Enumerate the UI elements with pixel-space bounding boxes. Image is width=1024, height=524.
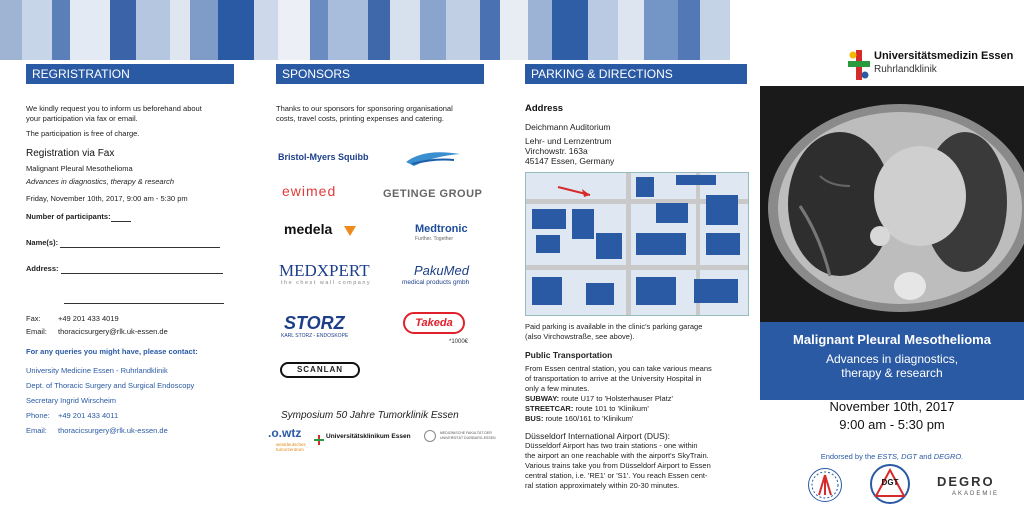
faculty-seal-icon [424,430,436,442]
logo-uk-essen-mark [314,432,324,442]
stripe [500,0,528,60]
subway-value: route U17 to 'Holsterhauser Platz' [561,394,673,403]
venue-line-2: Virchowstr. 163a [525,146,588,156]
reg-subtitle: Advances in diagnostics, therapy & research [26,177,174,186]
logo-scanlan: SCANLAN [280,362,360,378]
reg-intro-2: your participation via fax or email. [26,114,138,123]
stripe [22,0,52,60]
reg-free: The participation is free of charge. [26,129,140,138]
logo-swoosh [404,148,462,168]
endorsed-prefix: Endorsed by the [820,452,878,461]
stripe [678,0,700,60]
airport-heading: Düsseldorf International Airport (DUS): [525,431,671,441]
cover-title: Malignant Pleural Mesothelioma [793,332,991,347]
cover-subtitle-1: Advances in diagnostics, [825,352,959,366]
sponsor-swoosh-icon [404,148,462,168]
reg-intro-1: We kindly request you to inform us beforehand about [26,104,202,113]
dgt-logo [870,464,910,504]
dgt-text: DGT [881,478,899,487]
degro-logo: DEGRO [937,474,995,489]
stripe [328,0,368,60]
stripe [52,0,70,60]
logo-pakumed: PakuMed [414,263,469,278]
address-label: Address: [26,264,59,273]
stripe [480,0,500,60]
logo-takeda: Takeda [403,312,465,334]
phone-value: +49 201 433 4011 [58,411,119,420]
bus-value: route 160/161 to 'Klinikum' [545,414,634,423]
fax-value: +49 201 433 4019 [58,314,119,323]
contact-email-value[interactable]: thoracicsurgery@rlk.uk-essen.de [58,426,168,435]
ct-scan-picture [760,86,1024,322]
participants-field[interactable] [111,221,131,222]
logo-medtronic-sub: Further. Together [415,236,453,242]
venue-line-1: Lehr- und Lernzentrum [525,136,612,146]
cover-time: 9:00 am - 5:30 pm [839,417,945,432]
names-label: Name(s): [26,238,59,247]
sponsors-header: SPONSORS [276,64,484,84]
registration-header: REGRISTRATION [26,64,234,84]
sponsor-footnote: *1000€ [449,339,469,345]
endorsed-orgs: ESTS, DGT [877,452,918,461]
logo-pakumed-sub: medical products gmbh [402,279,470,286]
decorative-stripes [0,0,760,60]
logo-bms: Bristol-Myers Squibb [278,152,369,162]
logo-uk-essen: Universitätsklinikum Essen [326,433,411,440]
subway-label: SUBWAY: [525,394,560,403]
stripe [446,0,480,60]
logo-medtronic: Medtronic [415,223,468,235]
stripe [552,0,588,60]
sponsors-column [276,104,496,124]
reg-date: Friday, November 10th, 2017, 9:00 am - 5:30 pm [26,194,188,203]
venue-line-3: 45147 Essen, Germany [525,156,615,166]
stripe [0,0,22,60]
uk-essen-mark-icon [314,435,324,445]
stripe [190,0,218,60]
stripe [618,0,644,60]
address-field[interactable] [61,273,223,274]
map-arrow-icon [556,183,596,199]
stripe [310,0,328,60]
symposium-title: Symposium 50 Jahre Tumorklinik Essen [281,410,459,421]
sponsors-intro-1: Thanks to our sponsors for sponsoring organisational [276,104,453,113]
parking-column-top [525,104,755,166]
logo-storz: STORZ [284,313,345,333]
stripe [254,0,278,60]
transport-line-3: only a few minutes. [525,384,590,393]
stripe [278,0,310,60]
reg-course: Malignant Pleural Mesothelioma [26,164,133,173]
logo-medela-mark [344,223,356,235]
logo-medxpert-sub: the chest wall company [281,280,372,286]
stripe [70,0,110,60]
logo-wtz-sub: westdeutsches tumorzentrum [276,442,306,452]
reg-fax-heading: Registration via Fax [26,148,115,159]
stripe [110,0,136,60]
email-value[interactable]: thoracicsurgery@rlk.uk-essen.de [58,327,168,336]
streetcar-label: STREETCAR: [525,404,574,413]
email-label: Email: [26,327,47,336]
fax-label: Fax: [26,314,41,323]
logo-faculty: MEDIZINISCHE FAKULTÄT DER UNIVERSITÄT DUISBURG-ESSEN [440,431,496,440]
bus-label: BUS: [525,414,544,423]
queries-heading: For any queries you might have, please contact: [26,347,198,356]
degro-sub: AKADEMIE [952,491,1000,497]
airport-line-2: the airport an one reachable with the airport's SkyTrain. [525,451,709,460]
airport-line-3: Various trains take you from Düsseldorf Airport to Essen [525,461,711,470]
address-heading: Address [525,103,564,114]
logo-storz-sub: KARL STORZ - ENDOSKOPE [281,333,349,339]
stripe [390,0,420,60]
logo-getinge: GETINGE GROUP [383,188,483,200]
medela-mark-icon [344,224,356,236]
stripe [368,0,390,60]
registration-column [26,104,246,436]
parking-header: PARKING & DIRECTIONS [525,64,747,84]
stripe [420,0,446,60]
logo-ewimed: ewimed [282,183,337,199]
airport-line-1: Düsseldorf Airport has two train stations - one within [525,441,698,450]
venue-name: Deichmann Auditorium [525,122,611,132]
transport-line-2: of transportation to arrive at the University Hospital in [525,374,702,383]
university-sub: Ruhrlandklinik [874,64,937,75]
stripe [136,0,170,60]
ests-emblem-icon [809,469,841,501]
contact-org: University Medicine Essen - Ruhrlandklinik [26,366,168,375]
contact-secretary: Secretary Ingrid Wirscheim [26,396,117,405]
cover-subtitle-2: therapy & research [841,366,943,380]
stripe [218,0,254,60]
stripe [588,0,618,60]
logo-medxpert: MEDXPERT [279,261,370,280]
airport-line-5: ral station approximately within 20-30 minutes. [525,481,680,490]
cover-date-block [760,398,1024,434]
parking-column-bottom [525,322,760,491]
endorsed-and: and [917,452,934,461]
phone-label: Phone: [26,411,50,420]
names-field[interactable] [60,247,220,248]
transport-heading: Public Transportation [525,350,613,360]
cover-title-box [760,322,1024,400]
campus-map[interactable] [525,172,749,316]
stripe [700,0,730,60]
address-field-2[interactable] [64,303,224,304]
stripe [528,0,552,60]
sponsors-intro-2: costs, travel costs, printing expenses and catering. [276,114,445,123]
transport-line-1: From Essen central station, you can take various means [525,364,712,373]
participants-label: Number of participants: [26,212,111,221]
stripe [644,0,678,60]
cover-date: November 10th, 2017 [829,399,955,414]
stripe [170,0,190,60]
streetcar-value: route 101 to 'Klinikum' [575,404,649,413]
parking-info-1: Paid parking is available in the clinic's parking garage [525,322,703,331]
parking-info-2: (also Virchowstraße, see above). [525,332,635,341]
contact-dept: Dept. of Thoracic Surgery and Surgical Endoscopy [26,381,195,390]
ests-logo [808,468,842,502]
university-emblem-icon [848,50,870,80]
endorsed-line [760,452,1024,461]
airport-line-4: central station, i.e. 'RE1' or 'S1'. You reach Essen cent- [525,471,708,480]
endorsed-last: DEGRO. [933,452,964,461]
logo-wtz: .o.wtz [268,426,302,440]
ct-scan-image [760,86,1024,322]
contact-email-label: Email: [26,426,47,435]
logo-medela: medela [284,221,333,237]
university-name: Universitätsmedizin Essen [874,50,1014,62]
